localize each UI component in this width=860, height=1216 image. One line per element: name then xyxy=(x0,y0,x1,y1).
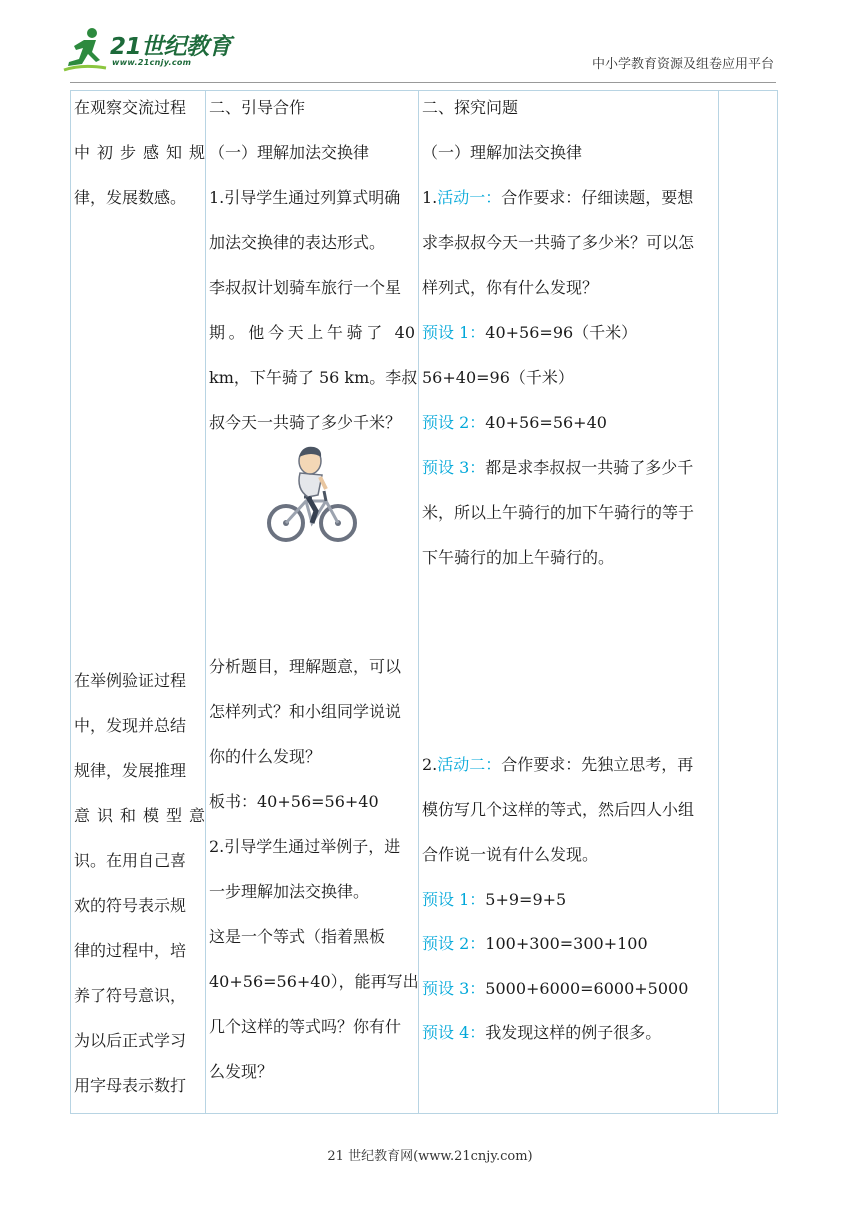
activity-num: 2. xyxy=(422,755,438,774)
col2-line: 一步理解加法交换律。 xyxy=(209,882,370,901)
col2-line: 这是一个等式（指着黑板 xyxy=(209,927,386,946)
activity-one xyxy=(422,187,693,209)
preset-label: 预设 3： xyxy=(422,458,486,477)
preset-line xyxy=(422,933,648,955)
col3-line: 合作说一说有什么发现。 xyxy=(422,845,599,864)
col2-line: 分析题目，理解题意，可以 xyxy=(209,657,402,676)
col2-line: 么发现？ xyxy=(209,1062,274,1081)
preset-text: 5+9=9+5 xyxy=(485,890,567,909)
page-header xyxy=(0,0,860,88)
col1-line: 识。在用自己喜 xyxy=(74,851,187,870)
col1-line: 律的过程中，培 xyxy=(74,941,187,960)
col1-line: 中初步感知规 xyxy=(74,143,205,162)
preset-text: 56+40=96（千米） xyxy=(422,368,574,387)
col2-line: 你的什么发现？ xyxy=(209,747,322,766)
col2-line: 2.引导学生通过举例子，进 xyxy=(209,837,401,856)
preset-text: 我发现这样的例子很多。 xyxy=(485,1023,662,1042)
preset-text: 都是求李叔叔一共骑了多少千 xyxy=(485,458,694,477)
preset-line xyxy=(422,889,566,911)
preset-text: 40+56=56+40 xyxy=(485,413,607,432)
lesson-table xyxy=(70,90,778,1114)
page-footer: 21 世纪教育网(www.21cnjy.com) xyxy=(327,1149,533,1164)
logo-text: 21世纪教育 xyxy=(110,34,232,60)
col1-line: 养了符号意识， xyxy=(74,986,187,1005)
col1-line: 中，发现并总结 xyxy=(74,716,187,735)
col2-line: 40+56=56+40），能再写出 xyxy=(209,972,419,991)
col3-line: 样列式，你有什么发现？ xyxy=(422,278,599,297)
col2-line: 加法交换律的表达形式。 xyxy=(209,233,386,252)
activity-text: 合作要求：仔细读题，要想 xyxy=(501,188,694,207)
col1-line: 用字母表示数打 xyxy=(74,1076,187,1095)
col2-line: 几个这样的等式吗？你有什 xyxy=(209,1017,402,1036)
col2-line: 期。他今天上午骑了 40 xyxy=(209,323,415,342)
activity-num: 1. xyxy=(422,188,438,207)
preset-label: 预设 2： xyxy=(422,413,486,432)
col1-line: 在举例验证过程 xyxy=(74,671,187,690)
board-note: 板书：40+56=56+40 xyxy=(209,792,379,811)
preset-line xyxy=(422,367,574,389)
student-subheading: （一）理解加法交换律 xyxy=(422,143,583,162)
preset-line xyxy=(422,412,607,434)
col2-line: km，下午骑了 56 km。李叔 xyxy=(209,368,418,387)
notes-column xyxy=(719,91,778,1114)
student-heading: 二、探究问题 xyxy=(422,98,519,117)
teacher-heading: 二、引导合作 xyxy=(209,98,306,117)
col3-line: 下午骑行的加上午骑行的。 xyxy=(422,548,615,567)
platform-name: 中小学教育资源及组卷应用平台 xyxy=(591,57,774,72)
preset-label: 预设 2： xyxy=(422,934,486,953)
preset-label: 预设 1： xyxy=(422,890,486,909)
activity-two xyxy=(422,754,693,776)
col1-line: 律，发展数感。 xyxy=(74,188,187,207)
runner-logo-icon xyxy=(62,26,108,74)
logo-url: www.21cnjy.com xyxy=(112,58,192,67)
col1-line: 规律，发展推理 xyxy=(74,761,187,780)
logo xyxy=(62,26,232,76)
preset-text: 5000+6000=6000+5000 xyxy=(485,979,689,998)
col2-line: 李叔叔计划骑车旅行一个星 xyxy=(209,278,402,297)
preset-line xyxy=(422,322,637,344)
cyclist-illustration-icon xyxy=(266,445,358,543)
preset-line xyxy=(422,978,688,1000)
goal-column xyxy=(71,91,206,1114)
col3-line: 模仿写几个这样的等式，然后四人小组 xyxy=(422,800,695,819)
col2-line: 1.引导学生通过列算式明确 xyxy=(209,188,401,207)
activity-text: 合作要求：先独立思考，再 xyxy=(501,755,694,774)
preset-text: 100+300=300+100 xyxy=(485,934,648,953)
preset-text: 40+56=96（千米） xyxy=(485,323,638,342)
header-divider xyxy=(70,82,776,83)
col1-line: 为以后正式学习 xyxy=(74,1031,187,1050)
col2-line: 叔今天一共骑了多少千米？ xyxy=(209,413,402,432)
col2-line: 怎样列式？和小组同学说说 xyxy=(209,702,402,721)
student-column xyxy=(419,91,719,1114)
col3-line: 米，所以上午骑行的加下午骑行的等于 xyxy=(422,503,695,522)
preset-line xyxy=(422,1022,661,1044)
col1-line: 在观察交流过程 xyxy=(74,98,187,117)
preset-line xyxy=(422,457,693,479)
activity-label: 活动二： xyxy=(437,755,502,774)
teacher-column xyxy=(206,91,419,1114)
col1-line: 欢的符号表示规 xyxy=(74,896,187,915)
teacher-subheading: （一）理解加法交换律 xyxy=(209,143,370,162)
preset-label: 预设 3： xyxy=(422,979,486,998)
preset-label: 预设 1： xyxy=(422,323,486,342)
activity-label: 活动一： xyxy=(437,188,502,207)
preset-label: 预设 4： xyxy=(422,1023,486,1042)
col1-line: 意识和模型意 xyxy=(74,806,205,825)
col3-line: 求李叔叔今天一共骑了多少米？可以怎 xyxy=(422,233,695,252)
